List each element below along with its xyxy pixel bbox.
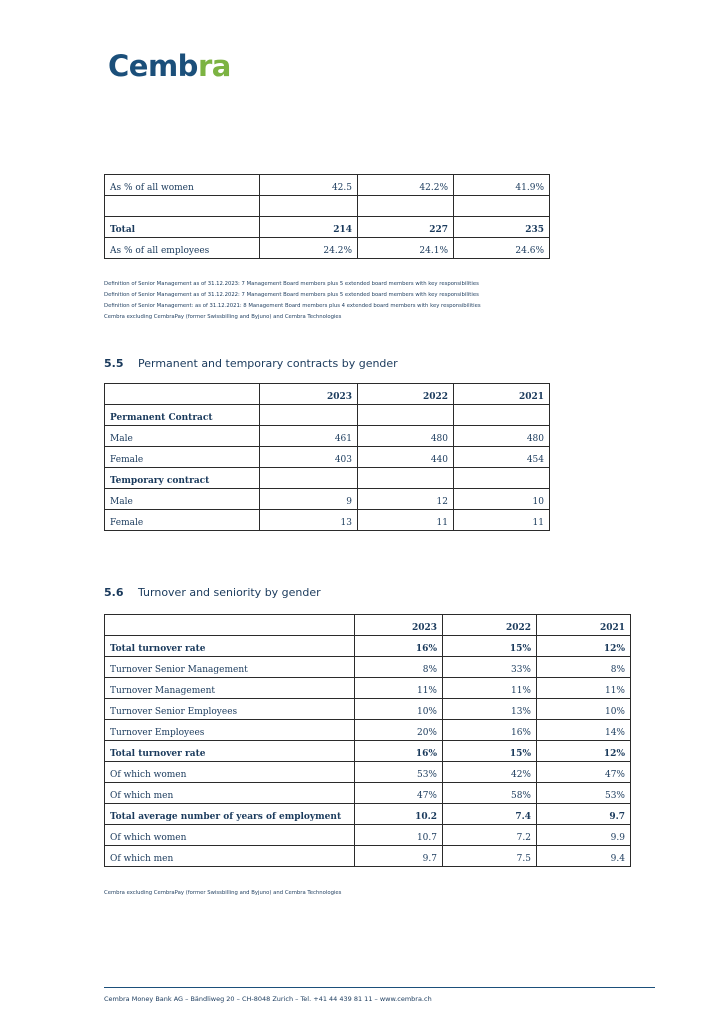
table-row <box>105 657 631 678</box>
row-label: Of which men <box>105 846 355 867</box>
table-row <box>105 217 550 238</box>
row-value: 11% <box>537 678 631 699</box>
row-label: Male <box>105 489 260 510</box>
row-value: 454 <box>454 447 550 468</box>
section-5-5-title <box>104 357 398 370</box>
row-label: Total turnover rate <box>105 636 355 657</box>
row-value: 15% <box>443 741 537 762</box>
row-value: 13 <box>260 510 358 531</box>
row-value: 9.4 <box>537 846 631 867</box>
row-value: 9.7 <box>537 804 631 825</box>
row-label: Total average number of years of employment <box>105 804 355 825</box>
header-empty-cell <box>105 615 355 636</box>
note-line: Definition of Senior Management: as of 31.12.2021: 8 Management Board members plus 4 extended board members with key responsibilities <box>104 303 481 309</box>
row-value: 227 <box>358 217 454 238</box>
row-label: Of which women <box>105 825 355 846</box>
row-value: 7.4 <box>443 804 537 825</box>
table-row <box>105 825 631 846</box>
row-value: 9.9 <box>537 825 631 846</box>
row-label: Turnover Employees <box>105 720 355 741</box>
row-value: 8% <box>355 657 443 678</box>
table-row <box>105 238 550 259</box>
row-value: 20% <box>355 720 443 741</box>
row-value: 480 <box>358 426 454 447</box>
row-value: 10.2 <box>355 804 443 825</box>
row-label: As % of all women <box>105 175 260 196</box>
row-value: 12% <box>537 636 631 657</box>
row-value: 214 <box>260 217 358 238</box>
table-row <box>105 741 631 762</box>
row-value: 403 <box>260 447 358 468</box>
row-value: 9.7 <box>355 846 443 867</box>
row-value: 24.6% <box>454 238 550 259</box>
cembra-logo <box>108 49 231 83</box>
row-value: 12% <box>537 741 631 762</box>
table-row <box>105 510 550 531</box>
contracts-by-gender-table <box>104 383 550 531</box>
row-value: 12 <box>358 489 454 510</box>
row-value: 14% <box>537 720 631 741</box>
row-value: 24.2% <box>260 238 358 259</box>
year-header: 2021 <box>537 615 631 636</box>
row-value: 13% <box>443 699 537 720</box>
note-line: Definition of Senior Management as of 31.12.2023: 7 Management Board members plus 5 extended board members with key responsibilities <box>104 281 479 287</box>
row-value: 10.7 <box>355 825 443 846</box>
row-value: 7.5 <box>443 846 537 867</box>
row-label: Permanent Contract <box>105 405 260 426</box>
table-row <box>105 447 550 468</box>
table-row <box>105 636 631 657</box>
section-title-text: Permanent and temporary contracts by gender <box>138 357 398 370</box>
row-value: 53% <box>355 762 443 783</box>
row-label <box>105 196 260 217</box>
header-row <box>105 615 631 636</box>
row-value: 42% <box>443 762 537 783</box>
row-value <box>358 468 454 489</box>
header-empty-cell <box>105 384 260 405</box>
header-row <box>105 384 550 405</box>
table-row <box>105 699 631 720</box>
row-label: As % of all employees <box>105 238 260 259</box>
section-number: 5.6 <box>104 586 124 599</box>
footer-divider <box>104 987 655 988</box>
year-header: 2021 <box>454 384 550 405</box>
table-row <box>105 426 550 447</box>
table-row <box>105 720 631 741</box>
row-value: 10% <box>355 699 443 720</box>
row-label: Male <box>105 426 260 447</box>
footnote: Cembra excluding CembraPay (former Swissbilling and Byjuno) and Cembra Technologies <box>104 890 342 896</box>
row-value <box>454 405 550 426</box>
table-row <box>105 468 550 489</box>
row-value: 42.2% <box>358 175 454 196</box>
table-row <box>105 762 631 783</box>
row-value: 16% <box>355 741 443 762</box>
row-value: 41.9% <box>454 175 550 196</box>
row-value <box>454 196 550 217</box>
row-value: 47% <box>355 783 443 804</box>
year-header: 2023 <box>260 384 358 405</box>
row-value: 47% <box>537 762 631 783</box>
senior-management-table <box>104 174 550 259</box>
row-label: Temporary contract <box>105 468 260 489</box>
row-value <box>260 405 358 426</box>
section-5-6-title <box>104 586 321 599</box>
note-line: Cembra excluding CembraPay (former Swissbilling and Byjuno) and Cembra Technologies <box>104 314 342 320</box>
row-value: 11 <box>358 510 454 531</box>
table-row <box>105 678 631 699</box>
row-label: Turnover Senior Management <box>105 657 355 678</box>
row-value: 440 <box>358 447 454 468</box>
row-value: 11 <box>454 510 550 531</box>
row-value <box>260 468 358 489</box>
row-value: 42.5 <box>260 175 358 196</box>
row-value <box>358 196 454 217</box>
row-label: Turnover Senior Employees <box>105 699 355 720</box>
row-value <box>454 468 550 489</box>
table-row <box>105 175 550 196</box>
row-value: 10 <box>454 489 550 510</box>
row-value <box>260 196 358 217</box>
row-value: 16% <box>355 636 443 657</box>
row-value: 15% <box>443 636 537 657</box>
row-value: 7.2 <box>443 825 537 846</box>
note-line: Definition of Senior Management as of 31.12.2022: 7 Management Board members plus 5 extended board members with key responsibilities <box>104 292 479 298</box>
row-label: Female <box>105 447 260 468</box>
table-row <box>105 783 631 804</box>
row-label: Total turnover rate <box>105 741 355 762</box>
table-row <box>105 405 550 426</box>
row-value: 9 <box>260 489 358 510</box>
row-value: 461 <box>260 426 358 447</box>
row-value: 53% <box>537 783 631 804</box>
row-value: 10% <box>537 699 631 720</box>
year-header: 2022 <box>443 615 537 636</box>
table-row <box>105 196 550 217</box>
row-value: 58% <box>443 783 537 804</box>
logo-text-part1: Cemb <box>108 49 198 83</box>
row-label: Turnover Management <box>105 678 355 699</box>
table-row <box>105 804 631 825</box>
section-number: 5.5 <box>104 357 124 370</box>
year-header: 2022 <box>358 384 454 405</box>
row-value: 24.1% <box>358 238 454 259</box>
row-value: 480 <box>454 426 550 447</box>
row-value: 8% <box>537 657 631 678</box>
row-label: Of which women <box>105 762 355 783</box>
row-label: Total <box>105 217 260 238</box>
section-title-text: Turnover and seniority by gender <box>138 586 321 599</box>
row-label: Of which men <box>105 783 355 804</box>
row-value <box>358 405 454 426</box>
row-value: 16% <box>443 720 537 741</box>
footer-address: Cembra Money Bank AG – Bändliweg 20 – CH-8048 Zurich – Tel. +41 44 439 81 11 – www.cembra.ch <box>104 995 432 1003</box>
row-label: Female <box>105 510 260 531</box>
row-value: 11% <box>443 678 537 699</box>
row-value: 235 <box>454 217 550 238</box>
turnover-seniority-table <box>104 614 631 867</box>
logo-text-part2: ra <box>197 49 231 83</box>
row-value: 33% <box>443 657 537 678</box>
year-header: 2023 <box>355 615 443 636</box>
definition-notes <box>104 279 481 323</box>
table-row <box>105 846 631 867</box>
table-row <box>105 489 550 510</box>
row-value: 11% <box>355 678 443 699</box>
